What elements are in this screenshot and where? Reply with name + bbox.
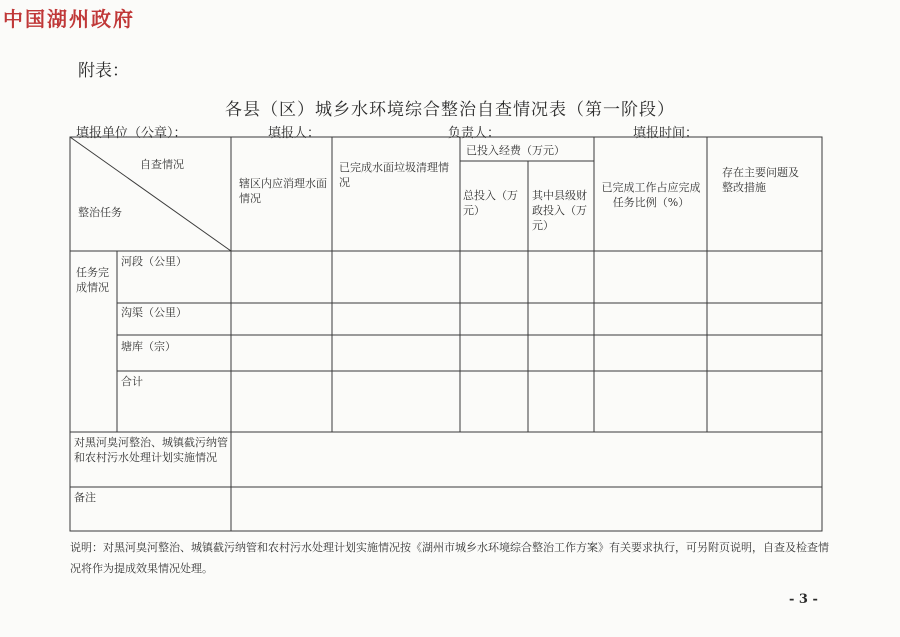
table-border [70, 137, 822, 531]
header-completed: 已完成水面垃圾清理情况 [339, 161, 449, 189]
row-label-total: 合计 [121, 375, 143, 388]
header-funds-group: 已投入经费（万元） [466, 144, 565, 157]
header-jurisdiction: 辖区内应消理水面情况 [239, 177, 327, 205]
row-label-pond: 塘库（宗） [121, 340, 176, 353]
corner-diagonal [70, 137, 231, 251]
header-funds-county: 其中县级财政投入（万元） [532, 189, 587, 232]
row-label-remarks: 备注 [74, 491, 96, 504]
watermark-logo: 中国湖州政府 [3, 7, 135, 31]
row-label-river: 河段（公里） [121, 255, 187, 268]
fill-leader: 负责人： [448, 126, 501, 141]
appendix-label: 附表： [78, 61, 129, 81]
page-number: - 3 - [789, 592, 818, 607]
header-ratio: 已完成工作占应完成任务比例（%） [601, 181, 701, 209]
footnote: 说明：对黑河臭河整治、城镇截污纳管和农村污水处理计划实施情况按《湖州市城乡水环境综合整治工作方案》有关要求执行，可另附页说明，自查及检查情况将作为提成效果情况处理。 [70, 541, 829, 575]
header-funds-total: 总投入（万元） [463, 189, 518, 217]
row-label-ditch: 沟渠（公里） [121, 306, 187, 319]
corner-top-label: 自查情况 [140, 158, 184, 171]
task-group-label: 任务完成情况 [76, 266, 109, 294]
header-issues: 存在主要问题及整改措施 [722, 166, 799, 194]
fill-filler: 填报人： [268, 126, 321, 141]
fill-date: 填报时间： [633, 126, 699, 141]
corner-bottom-label: 整治任务 [78, 206, 122, 219]
fill-unit: 填报单位（公章）： [76, 126, 187, 141]
page-title: 各县（区）城乡水环境综合整治自查情况表（第一阶段） [225, 100, 675, 120]
row-label-black-odor: 对黑河臭河整治、城镇截污纳管和农村污水处理计划实施情况 [74, 436, 228, 464]
